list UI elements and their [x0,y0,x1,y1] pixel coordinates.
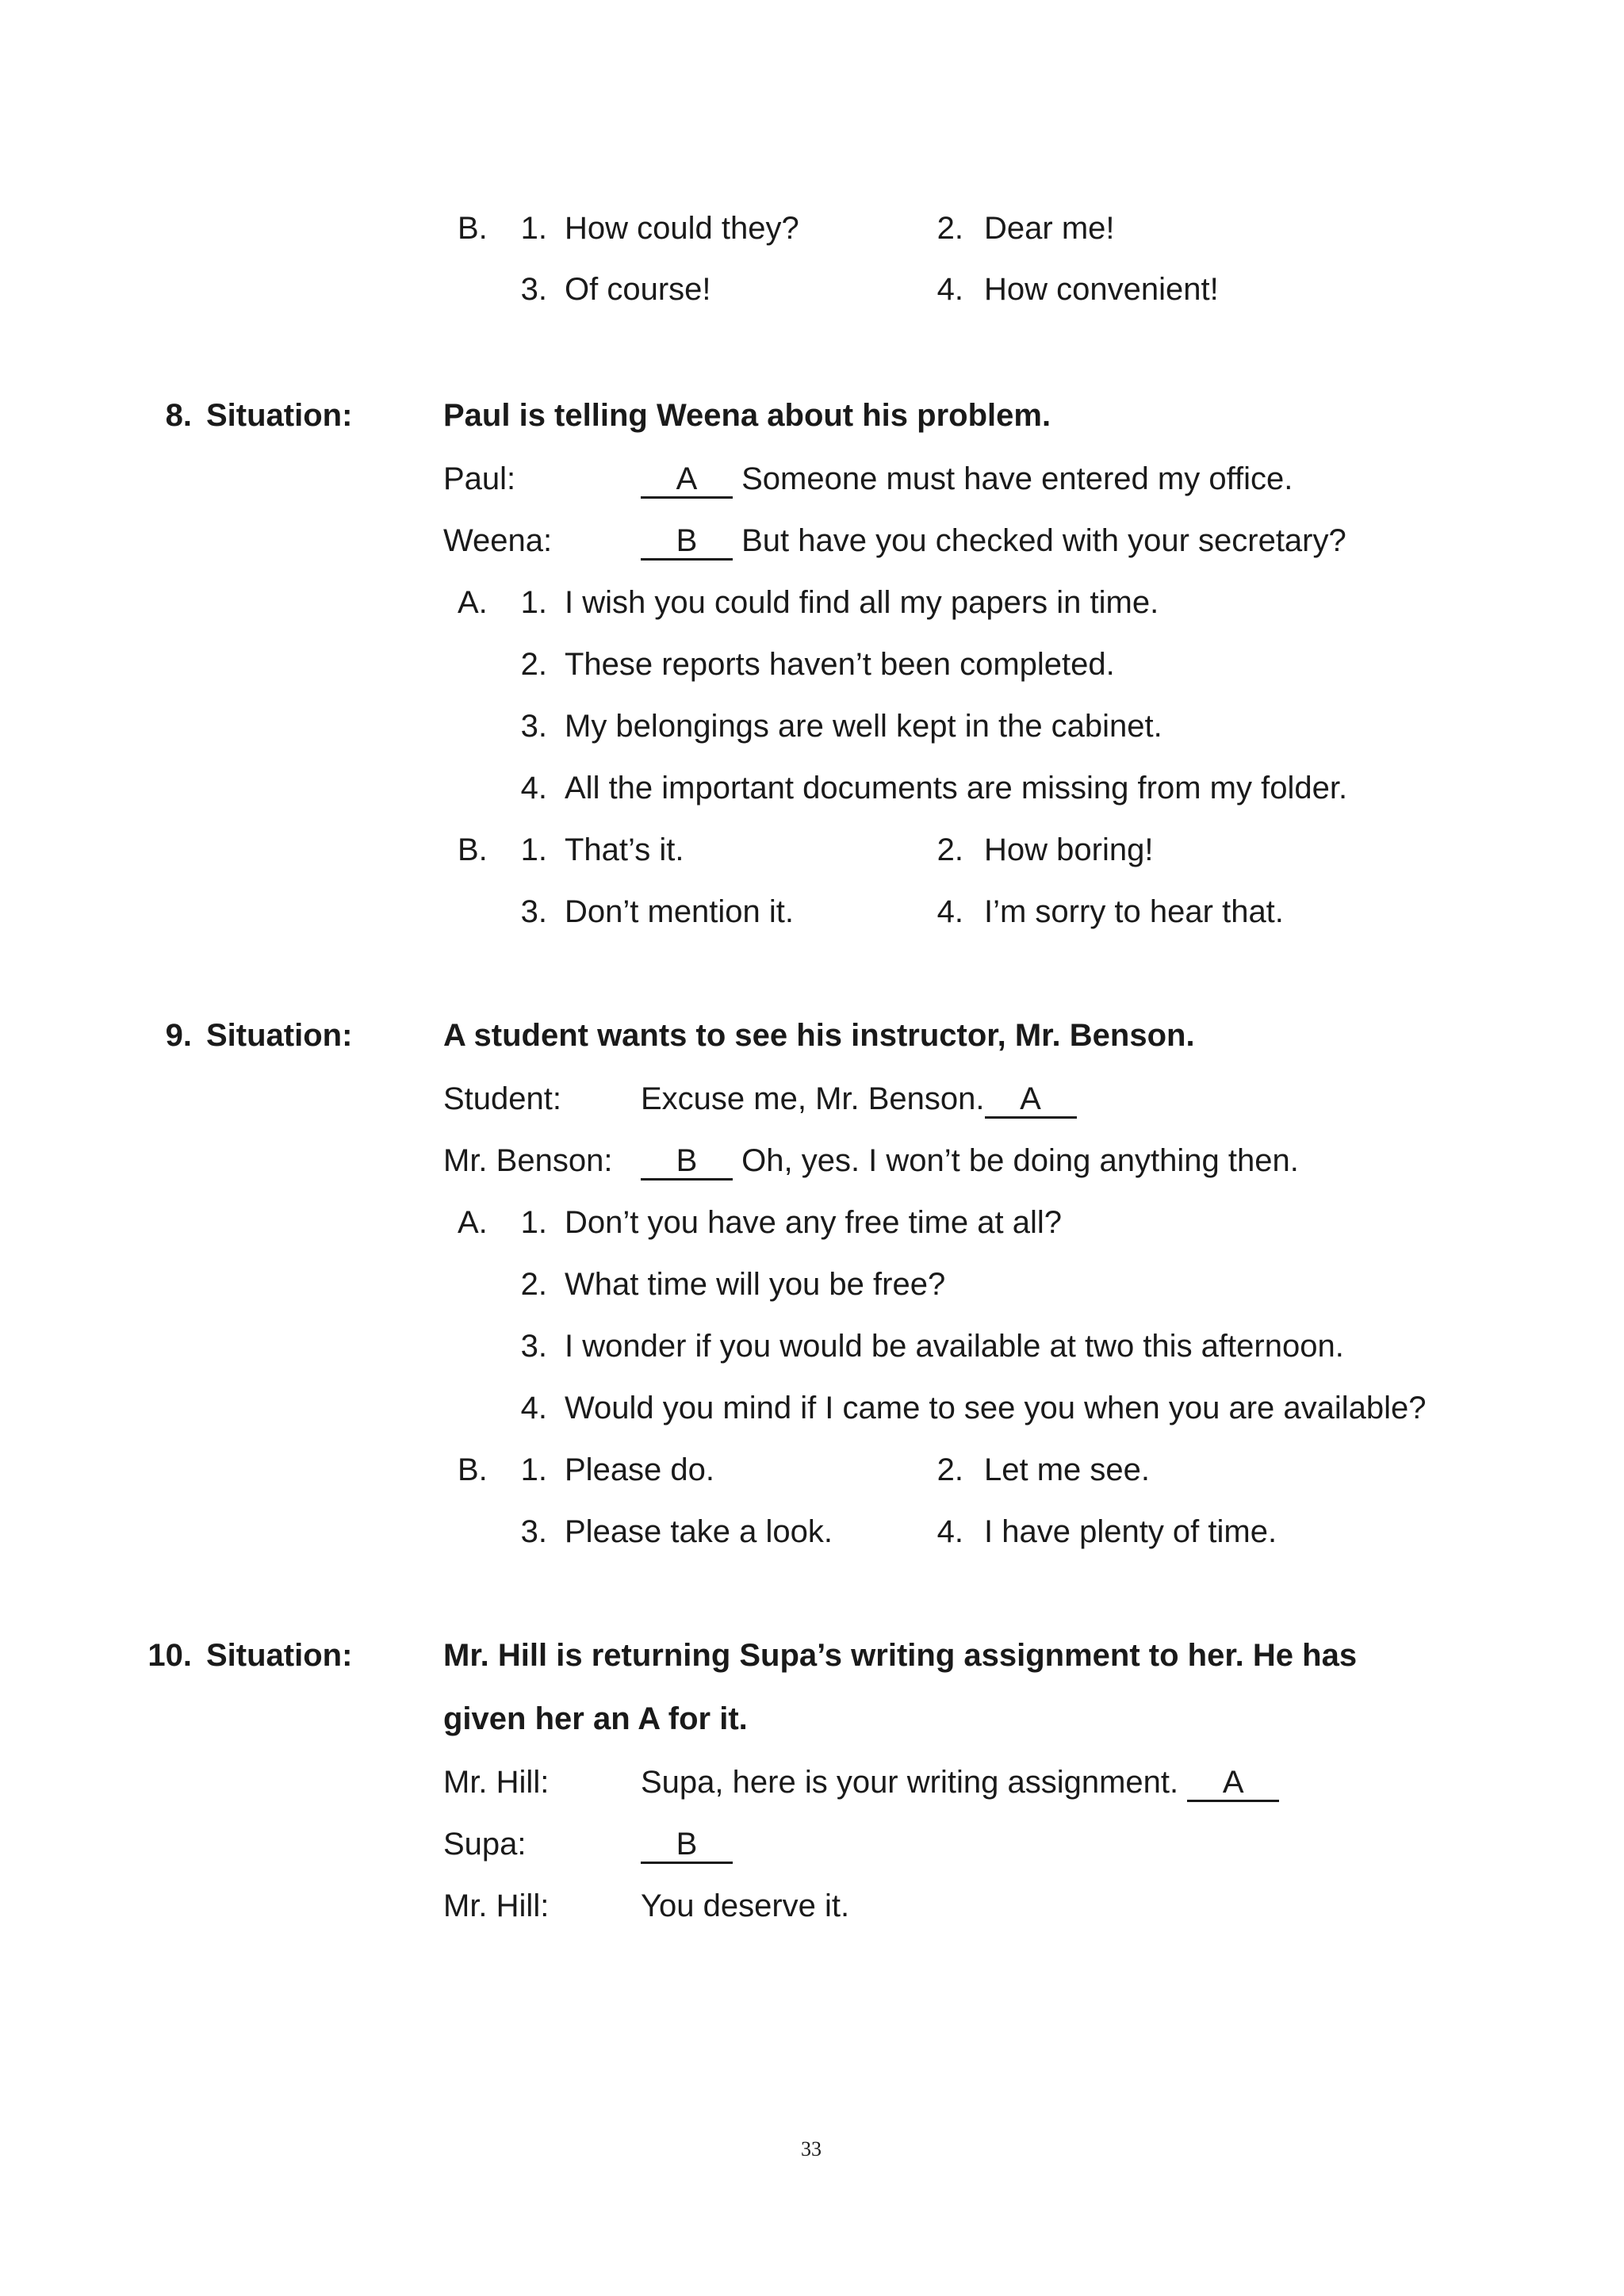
q7-b-option-4: How convenient! [984,272,1219,307]
q10-speaker-1: Mr. Hill: [443,1765,550,1800]
q10-speaker-2: Supa: [443,1827,527,1862]
q10-number: 10. [147,1638,192,1673]
q9-line-1-text: Excuse me, Mr. Benson. [641,1081,985,1116]
q7-b-option-1: How could they? [565,211,799,246]
q9-b-num-3: 3. [520,1514,547,1549]
q8-a-letter: A. [458,585,488,620]
q7-b-option-2: Dear me! [984,211,1115,246]
q9-line-2-text: Oh, yes. I won’t be doing anything then. [741,1143,1299,1178]
q8-blank-a: A [641,461,733,499]
q8-b-num-1: 1. [520,832,547,867]
q9-a-letter: A. [458,1205,488,1240]
q8-b-option-1: That’s it. [565,832,684,867]
q10-blank-a: A [1187,1765,1279,1802]
q7-b-num-3: 3. [520,272,547,307]
q7-b-letter: B. [458,211,488,246]
q8-number: 8. [165,398,192,433]
q8-b-letter: B. [458,832,488,867]
q8-b-num-3: 3. [520,894,547,929]
q9-number: 9. [165,1018,192,1053]
q10-situation-text-line-1: Mr. Hill is returning Supa’s writing assignment to her. He has [443,1638,1358,1673]
q9-situation-label: Situation: [206,1018,353,1053]
q9-b-num-2: 2. [936,1452,963,1487]
q8-b-num-2: 2. [936,832,963,867]
q9-b-option-3: Please take a look. [565,1514,833,1549]
q10-line-1 [641,1763,1279,1802]
q8-line-2 [641,522,1346,561]
q9-b-option-1: Please do. [565,1452,715,1487]
q8-speaker-2: Weena: [443,523,553,558]
q9-b-letter: B. [458,1452,488,1487]
q10-line-3-text: You deserve it. [641,1888,850,1923]
q9-a-option-2: What time will you be free? [565,1267,946,1302]
q9-b-num-4: 4. [936,1514,963,1549]
q8-a-num-3: 3. [520,709,547,744]
q10-situation-label: Situation: [206,1638,353,1673]
q9-a-num-3: 3. [520,1329,547,1364]
q8-a-num-4: 4. [520,771,547,806]
q9-speaker-1: Student: [443,1081,562,1116]
q7-b-option-3: Of course! [565,272,711,307]
q9-a-num-4: 4. [520,1391,547,1425]
q10-situation-text-line-2: given her an A for it. [443,1701,748,1736]
q9-b-option-4: I have plenty of time. [984,1514,1277,1549]
q8-b-option-2: How boring! [984,832,1154,867]
q8-a-num-1: 1. [520,585,547,620]
q8-speaker-1: Paul: [443,461,516,496]
q8-b-num-4: 4. [936,894,963,929]
q9-line-2 [641,1142,1299,1181]
q8-a-num-2: 2. [520,647,547,682]
q8-situation-text: Paul is telling Weena about his problem. [443,398,1051,433]
q9-a-num-2: 2. [520,1267,547,1302]
q8-a-option-1: I wish you could find all my papers in time. [565,585,1159,620]
page-number: 33 [801,2137,822,2160]
q8-a-option-2: These reports haven’t been completed. [565,647,1115,682]
q9-line-1 [641,1080,1077,1119]
q7-b-num-1: 1. [520,211,547,246]
q8-blank-b: B [641,523,733,561]
q10-blank-b: B [641,1827,733,1864]
q8-line-2-text: But have you checked with your secretary? [741,523,1346,558]
q9-b-num-1: 1. [520,1452,547,1487]
q8-line-1 [641,460,1293,499]
q9-blank-a: A [985,1081,1077,1119]
q7-b-num-2: 2. [936,211,963,246]
q8-a-option-3: My belongings are well kept in the cabinet. [565,709,1162,744]
q8-a-option-4: All the important documents are missing from my folder. [565,771,1348,806]
q9-a-option-3: I wonder if you would be available at two this afternoon. [565,1329,1344,1364]
q7-b-num-4: 4. [936,272,963,307]
q8-b-option-3: Don’t mention it. [565,894,795,929]
q9-blank-b: B [641,1143,733,1181]
q9-a-option-4: Would you mind if I came to see you when you are available? [565,1391,1427,1425]
q8-line-1-text: Someone must have entered my office. [741,461,1293,496]
q9-b-option-2: Let me see. [984,1452,1151,1487]
q9-a-num-1: 1. [520,1205,547,1240]
q9-speaker-2: Mr. Benson: [443,1143,613,1178]
q8-b-option-4: I’m sorry to hear that. [984,894,1284,929]
q8-situation-label: Situation: [206,398,353,433]
q9-situation-text: A student wants to see his instructor, Mr. Benson. [443,1018,1195,1053]
q10-line-1-text: Supa, here is your writing assignment. [641,1765,1179,1800]
q9-a-option-1: Don’t you have any free time at all? [565,1205,1063,1240]
q10-speaker-3: Mr. Hill: [443,1888,550,1923]
q10-line-2 [641,1825,733,1864]
